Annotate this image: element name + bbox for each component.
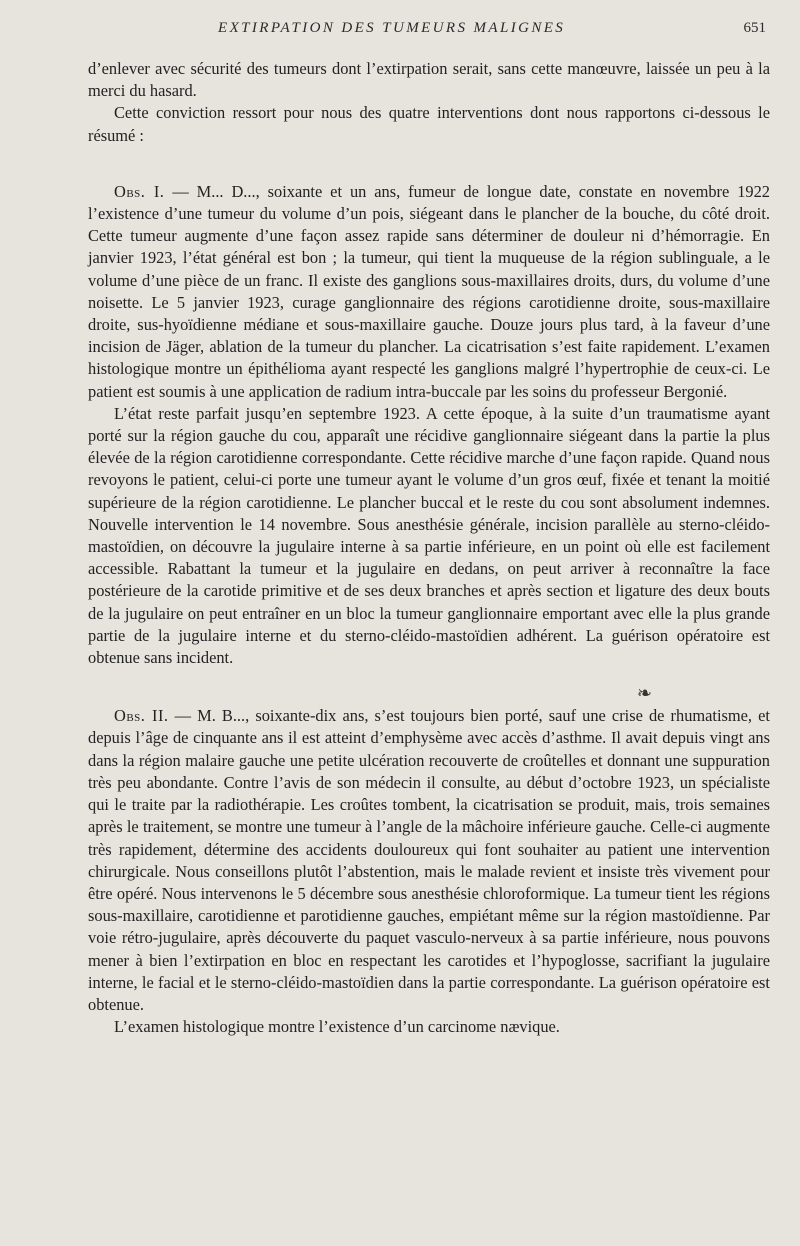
intro-paragraph-continuation: d’enlever avec sécurité des tumeurs dont l’extirpation serait, sans cette manœuvre, laissée un peu à la merci du hasard.: [88, 59, 770, 101]
observation-2-text: M. B..., soixante-dix ans, s’est toujours bien porté, sauf une crise de rhumatisme, et depuis l’âge de cinquante ans il est atteint d’emphysème avec accès d’asthme. Il avait depuis vingt ans dans la région malaire gauche une petite ulcération recouverte de croûtelles et donnant une suppuration très peu abondante. Contre l’avis de son médecin il consulte, au début d’octobre 1923, un spécialiste qui le traite par la radiothérapie. Les croûtes tombent, la cicatrisation se produit, mais, trois semaines après le traitement, se montre une tumeur à l’angle de la mâchoire inférieure gauche. Celle-ci augmente très rapidement, détermine des accidents douloureux qui font souhaiter au patient une intervention chirurgicale. Nous conseillons plutôt l’abstention, mais le malade revient et insiste très vivement pour être opéré. Nous intervenons le 5 décembre sous anesthésie chloroformique. La tumeur tient les régions sous-maxillaire, carotidienne et parotidienne gauches, empiétant même sur la région mastoïdienne. Par voie rétro-jugulaire, après découverte du paquet vasculo-nerveux à sa partie inférieure, nous pouvons mener à bien l’extirpation en bloc en respectant les carotides et l’hypoglosse, sacrifiant la jugulaire interne, le facial et le sterno-cléido-mastoïdien dans la partie correspondante. La guérison opératoire est obtenue.: [88, 706, 770, 1014]
observation-2-heading: Obs. II.: [114, 706, 169, 726]
observation-2-paragraph: [88, 705, 770, 1016]
page-number: 651: [743, 20, 766, 36]
observation-1-dash: —: [164, 181, 197, 201]
observation-2-dash: —: [168, 706, 198, 726]
observation-1-heading: Obs. I.: [114, 181, 165, 201]
body-text: [88, 58, 770, 1038]
observation-1-paragraph: [88, 181, 770, 403]
observation-1-paragraph-2: L’état reste parfait jusqu’en septembre 1923. A cette époque, à la suite d’un traumatisme ayant porté sur la région gauche du cou, apparaît une récidive ganglionnaire siégeant dans la partie la plus élevée de la région carotidienne correspondante. Cette récidive marche d’une façon rapide. Quand nous revoyons le patient, celui-ci porte une tumeur ayant le volume d’un gros œuf, fixée et tenant la moitié supérieure de la région carotidienne. Le plancher buccal et le reste du cou sont absolument indemnes. Nouvelle intervention le 14 novembre. Sous anesthésie générale, incision parallèle au sterno-cléido-mastoïdien, on découvre la jugulaire interne à sa partie inférieure, en un point où elle est facilement accessible. Rabattant la tumeur et la jugulaire en dedans, on peut arriver à reconnaître la face postérieure de la carotide primitive et de ses deux branches et après section et ligature des deux bouts de la jugulaire on peut entraîner en un bloc la tumeur ganglionnaire emportant avec elle la plus grande partie de la jugulaire interne et du sterno-cléido-mastoïdien adhérent. La guérison opératoire est obtenue sans incident.: [88, 403, 770, 668]
observation-2-paragraph-2: L’examen histologique montre l’existence d’un carcinome nævique.: [114, 1017, 560, 1037]
intro-paragraph: Cette conviction ressort pour nous des quatre interventions dont nous rapportons ci-dessous le résumé :: [88, 103, 770, 145]
ornament-icon: ❧: [636, 683, 652, 704]
running-title: EXTIRPATION DES TUMEURS MALIGNES: [218, 20, 566, 36]
running-head: [0, 20, 800, 42]
section-spacer: [88, 669, 770, 681]
observation-1-text: M... D..., soixante et un ans, fumeur de longue date, constate en novembre 1922 l’existence d’une tumeur du volume d’un pois, siégeant dans le plancher de la bouche, du côté droit. Cette tumeur augmente d’une façon assez rapide sans déterminer de douleur ni d’hémorragie. En janvier 1923, l’état général est bon ; la tumeur, qui tient la muqueuse de la région sublinguale, a le volume d’une pièce de un franc. Il existe des ganglions sous-maxillaires droits, durs, du volume d’une noisette. Le 5 janvier 1923, curage ganglionnaire des régions carotidienne droite, sous-maxillaire droite, sus-hyoïdienne médiane et sous-maxillaire gauche. Douze jours plus tard, à la faveur d’une incision de Jäger, ablation de la tumeur du plancher. La cicatrisation s’est faite rapidement. L’examen histologique montre un épithélioma ayant respecté les ganglions malgré l’hypertrophie de ceux-ci. Le patient est soumis à une application de radium intra-buccale par les soins du professeur Bergonié.: [88, 181, 771, 401]
section-spacer: [88, 147, 770, 181]
